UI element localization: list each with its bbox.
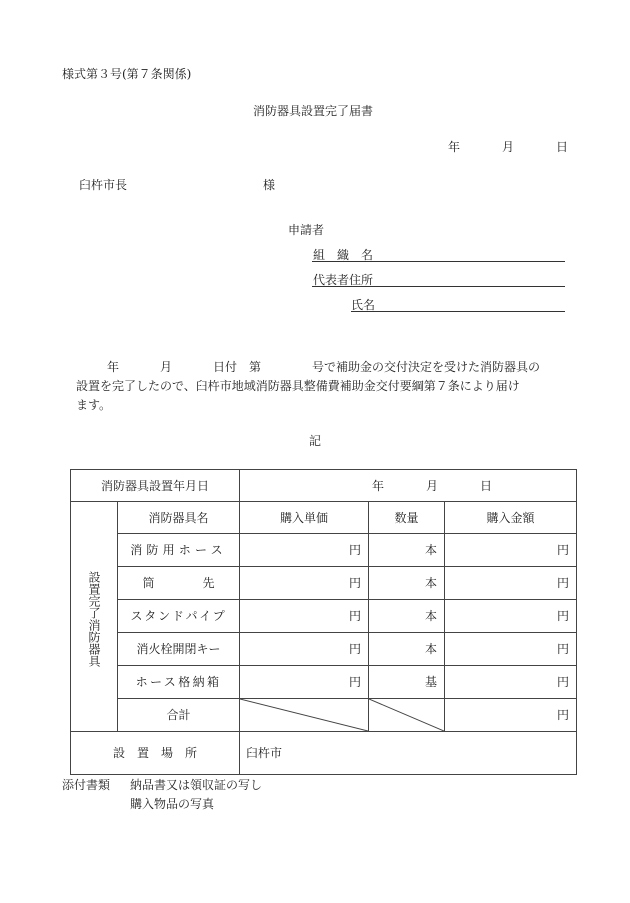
unit-price-cell[interactable]: 円 — [240, 666, 369, 699]
location-label: 設 置 場 所 — [71, 732, 240, 775]
form-number: 様式第３号(第７条関係) — [62, 67, 192, 81]
amount-cell[interactable]: 円 — [445, 567, 577, 600]
org-name-field[interactable] — [312, 261, 565, 262]
amount-cell[interactable]: 円 — [445, 600, 577, 633]
rep-address-label: 代表者住所 — [313, 273, 374, 287]
header-row — [71, 502, 577, 534]
diagonal-slash — [240, 699, 368, 731]
attachment-item-receipt: 納品書又は領収証の写し — [130, 778, 263, 792]
unit-price-cell[interactable]: 円 — [240, 534, 369, 567]
body-line2: 設置を完了したので、臼杵市地域消防器具整備費補助金交付要綱第７条により届け — [76, 379, 520, 393]
item-name: 消火栓開閉キー — [118, 633, 240, 666]
applicant-heading: 申請者 — [288, 223, 325, 237]
name-label: 氏名 — [351, 298, 376, 312]
install-date-label: 消防器具設置年月日 — [71, 470, 240, 502]
quantity-cell[interactable]: 本 — [369, 534, 445, 567]
unit-price-cell[interactable]: 円 — [240, 633, 369, 666]
quantity-cell[interactable]: 本 — [369, 567, 445, 600]
unit-price-cell[interactable]: 円 — [240, 600, 369, 633]
header-amount: 購入金額 — [445, 502, 577, 534]
body-day-number: 日付 第 — [213, 360, 262, 374]
org-name-label: 組 織 名 — [313, 248, 374, 262]
page-title: 消防器具設置完了届書 — [253, 104, 374, 118]
total-row — [71, 699, 577, 732]
location-row — [71, 732, 577, 775]
total-qty-slash — [369, 699, 445, 732]
install-date-month: 月 — [426, 478, 439, 493]
amount-cell[interactable]: 円 — [445, 666, 577, 699]
unit-price-cell[interactable]: 円 — [240, 567, 369, 600]
item-name: ホース格納箱 — [118, 666, 240, 699]
body-year: 年 — [107, 360, 120, 374]
name-field[interactable] — [351, 311, 565, 312]
location-value[interactable]: 臼杵市 — [240, 732, 577, 775]
table-row — [71, 600, 577, 633]
item-name: 筒 先 — [118, 567, 240, 600]
header-item-name: 消防器具名 — [118, 502, 240, 534]
body-line1-tail: 号で補助金の交付決定を受けた消防器具の — [312, 360, 541, 374]
amount-cell[interactable]: 円 — [445, 534, 577, 567]
side-label: 設置完了消防器具 — [71, 502, 118, 732]
ki-heading: 記 — [309, 434, 322, 448]
header-quantity: 数量 — [369, 502, 445, 534]
date-year-label: 年 — [448, 140, 461, 154]
amount-cell[interactable]: 円 — [445, 633, 577, 666]
quantity-cell[interactable]: 本 — [369, 633, 445, 666]
total-price-slash — [240, 699, 369, 732]
install-date-row — [71, 470, 577, 502]
total-amount-cell[interactable]: 円 — [445, 699, 577, 732]
body-month: 月 — [160, 360, 173, 374]
total-label: 合計 — [118, 699, 240, 732]
table-row — [71, 567, 577, 600]
date-month-label: 月 — [502, 140, 515, 154]
header-unit-price: 購入単価 — [240, 502, 369, 534]
install-date-day: 日 — [480, 478, 493, 493]
table-row — [71, 666, 577, 699]
table-row — [71, 534, 577, 567]
item-name: スタンドパイプ — [118, 600, 240, 633]
attachment-item-photo: 購入物品の写真 — [130, 797, 215, 811]
date-day-label: 日 — [556, 140, 569, 154]
table-row — [71, 633, 577, 666]
addressee-name: 臼杵市長 — [79, 178, 128, 192]
install-date-year: 年 — [372, 478, 385, 493]
quantity-cell[interactable]: 基 — [369, 666, 445, 699]
item-name: 消防用ホース — [118, 534, 240, 567]
quantity-cell[interactable]: 本 — [369, 600, 445, 633]
diagonal-slash — [369, 699, 444, 731]
body-line3: ます。 — [76, 398, 112, 412]
attachments-label: 添付書類 — [62, 778, 111, 792]
addressee-honorific: 様 — [263, 178, 276, 192]
equipment-table — [70, 469, 577, 775]
install-date-value[interactable] — [240, 470, 577, 502]
rep-address-field[interactable] — [312, 286, 565, 287]
